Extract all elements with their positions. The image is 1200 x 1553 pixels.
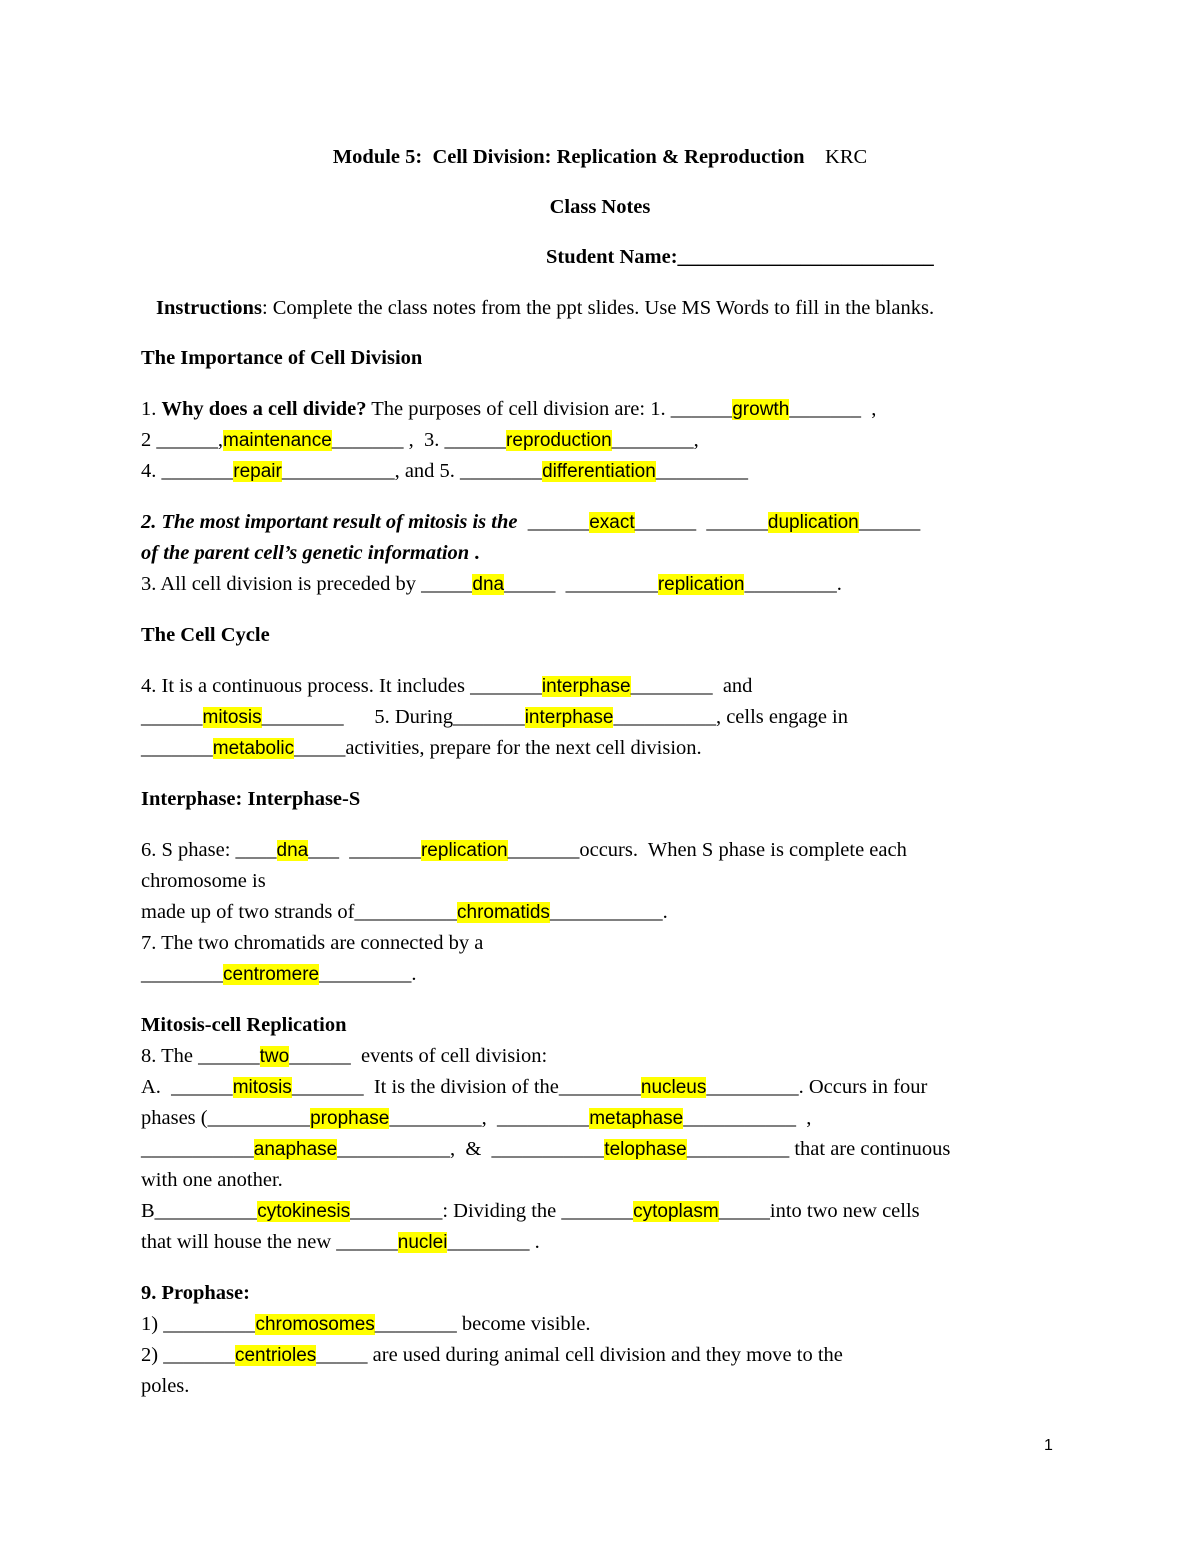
q8-start: 8. The ______ [141, 1045, 260, 1067]
q8b-mid: _________: Dividing the _______ [350, 1200, 634, 1222]
section-heading-interphase: Interphase: Interphase-S [141, 788, 361, 810]
answer-differentiation[interactable]: differentiation [542, 461, 656, 482]
answer-interphase-1[interactable]: interphase [541, 676, 631, 697]
question-3 [141, 571, 842, 598]
p1-start: 1) _________ [141, 1313, 256, 1335]
phases2-start: ___________ [141, 1138, 254, 1160]
author-tag: KRC [825, 146, 868, 168]
q3-mid: _____ _________ [504, 573, 658, 595]
phases-end: ___________ , [683, 1107, 812, 1129]
instructions-text: : Complete the class notes from the ppt slides. Use MS Words to fill in the blanks. [261, 297, 935, 319]
q6-l3-start: made up of two strands of__________ [141, 901, 457, 923]
answer-metaphase[interactable]: metaphase [589, 1108, 684, 1129]
answer-cytoplasm[interactable]: cytoplasm [633, 1201, 719, 1222]
answer-centrioles[interactable]: centrioles [234, 1345, 317, 1366]
q5-l2-start: _______ [141, 737, 213, 759]
question-8 [141, 1043, 547, 1070]
q1-text: The purposes of cell division are: 1. ______ [366, 398, 733, 420]
prophase-item-1 [141, 1311, 591, 1338]
answer-dna-2[interactable]: dna [276, 840, 309, 861]
q1-number: 1. [141, 398, 162, 420]
title-line [0, 144, 1200, 170]
answer-telophase[interactable]: telophase [604, 1139, 687, 1160]
question-8-phases-2 [141, 1136, 950, 1163]
q4-end: ________ and [630, 675, 753, 697]
page-number: 1 [1044, 1437, 1053, 1454]
answer-mitosis-2[interactable]: mitosis [232, 1077, 292, 1098]
phases2-mid: ___________, & ___________ [337, 1138, 605, 1160]
section-heading-mitosis: Mitosis-cell Replication [141, 1014, 347, 1036]
q2-blank-1: ______ [517, 511, 590, 533]
q1-blank-end: _______ , [789, 398, 877, 420]
question-1 [141, 396, 876, 423]
q5-mid: __________, cells engage in [613, 706, 848, 728]
q5-start: ________ 5. During_______ [261, 706, 525, 728]
prophase-item-2-line-2: poles. [141, 1375, 190, 1397]
phases-start: phases (__________ [141, 1107, 311, 1129]
q3-start: 3. All cell division is preceded by _____ [141, 573, 473, 595]
answer-interphase-2[interactable]: interphase [524, 707, 614, 728]
question-8-b [141, 1198, 920, 1225]
question-4-5-line [141, 704, 848, 731]
question-7-line-2 [141, 961, 416, 988]
instructions [156, 295, 934, 321]
q1-l3-start: 4. _______ [141, 460, 234, 482]
question-6 [141, 837, 907, 864]
q2-prompt: The most important result of mitosis is the [161, 511, 518, 533]
answer-replication-1[interactable]: replication [657, 574, 745, 595]
p2-start: 2) _______ [141, 1344, 235, 1366]
q8-end: ______ events of cell division: [289, 1045, 548, 1067]
answer-growth[interactable]: growth [732, 399, 790, 420]
q1-l3-mid: ___________, and 5. ________ [281, 460, 543, 482]
question-5-line-2 [141, 735, 702, 762]
q1-l3-end: _________ [655, 460, 749, 482]
section-heading-importance: The Importance of Cell Division [141, 347, 423, 369]
student-name-line [546, 244, 934, 270]
prophase-item-2 [141, 1342, 843, 1369]
student-name-label: Student Name: [546, 246, 678, 268]
question-2-line-2 [141, 540, 479, 566]
question-8-phases [141, 1105, 811, 1132]
q1-l2-end: ________, [611, 429, 699, 451]
q8b-l2-start: that will house the new ______ [141, 1231, 398, 1253]
answer-prophase[interactable]: prophase [310, 1108, 390, 1129]
q1-l2-start: 2 ______, [141, 429, 223, 451]
answer-chromatids[interactable]: chromatids [457, 902, 550, 923]
answer-duplication[interactable]: duplication [767, 512, 859, 533]
answer-reproduction[interactable]: reproduction [506, 430, 612, 451]
answer-nucleus[interactable]: nucleus [640, 1077, 707, 1098]
answer-exact[interactable]: exact [589, 512, 635, 533]
q1-l2-mid: _______ , 3. ______ [331, 429, 507, 451]
q1-prompt: Why does a cell divide? [161, 398, 367, 420]
q6-mid: ___ _______ [308, 839, 421, 861]
q8a-end: _________. Occurs in four [706, 1076, 928, 1098]
q8a-mid: _______ It is the division of the________ [291, 1076, 641, 1098]
q2-l2-text: of the parent cell’s genetic information [141, 542, 470, 564]
p1-end: ________ become visible. [374, 1313, 591, 1335]
answer-centromere[interactable]: centromere [223, 964, 320, 985]
answer-dna-1[interactable]: dna [472, 574, 505, 595]
question-8-b-line-2 [141, 1229, 540, 1256]
q2-blank-2: ______ ______ [634, 511, 768, 533]
answer-two[interactable]: two [259, 1046, 290, 1067]
question-4 [141, 673, 752, 700]
q6-end: _______occurs. When S phase is complete each [507, 839, 907, 861]
q2-blank-3: ______ [858, 511, 921, 533]
q8b-l2-end: ________ . [447, 1231, 540, 1253]
question-1-line-3 [141, 458, 748, 485]
q2-l2-end: . [469, 542, 480, 564]
q7-l2-end: _________. [319, 963, 417, 985]
q8a-start: A. ______ [141, 1076, 233, 1098]
q4-l2-start: ______ [141, 706, 203, 728]
question-7: 7. The two chromatids are connected by a [141, 932, 484, 954]
question-8-continuous: with one another. [141, 1169, 283, 1191]
phases-mid: _________, _________ [389, 1107, 590, 1129]
q6-l3-end: ___________. [549, 901, 668, 923]
q5-l2-end: _____activities, prepare for the next cell division. [294, 737, 702, 759]
q8b-start: B__________ [141, 1200, 258, 1222]
subtitle: Class Notes [549, 196, 651, 218]
q4-start: 4. It is a continuous process. It includes _______ [141, 675, 542, 697]
instructions-label: Instructions [156, 297, 262, 319]
question-1-line-2 [141, 427, 699, 454]
phases2-end: __________ that are continuous [686, 1138, 951, 1160]
q8b-end: _____into two new cells [718, 1200, 920, 1222]
section-heading-cell-cycle: The Cell Cycle [141, 624, 270, 646]
answer-maintenance[interactable]: maintenance [223, 430, 332, 451]
answer-chromosomes[interactable]: chromosomes [255, 1314, 375, 1335]
question-6-line-3 [141, 899, 668, 926]
question-2 [141, 509, 920, 536]
q3-end: _________. [744, 573, 842, 595]
answer-mitosis-1[interactable]: mitosis [202, 707, 262, 728]
page-title: Module 5: Cell Division: Replication & Reproduction [332, 146, 805, 168]
q2-number: 2. [141, 511, 162, 533]
section-heading-prophase: 9. Prophase: [141, 1282, 250, 1304]
answer-repair[interactable]: repair [233, 461, 282, 482]
answer-replication-2[interactable]: replication [420, 840, 508, 861]
answer-anaphase[interactable]: anaphase [253, 1139, 338, 1160]
q7-l2-start: ________ [141, 963, 223, 985]
question-6-line-2: chromosome is [141, 870, 266, 892]
question-8-a [141, 1074, 927, 1101]
answer-metabolic[interactable]: metabolic [212, 738, 295, 759]
answer-nuclei[interactable]: nuclei [397, 1232, 448, 1253]
q6-start: 6. S phase: ____ [141, 839, 277, 861]
p2-end: _____ are used during animal cell division and they move to the [316, 1344, 843, 1366]
answer-cytokinesis[interactable]: cytokinesis [257, 1201, 351, 1222]
student-name-blank[interactable]: _________________________ [677, 246, 934, 268]
